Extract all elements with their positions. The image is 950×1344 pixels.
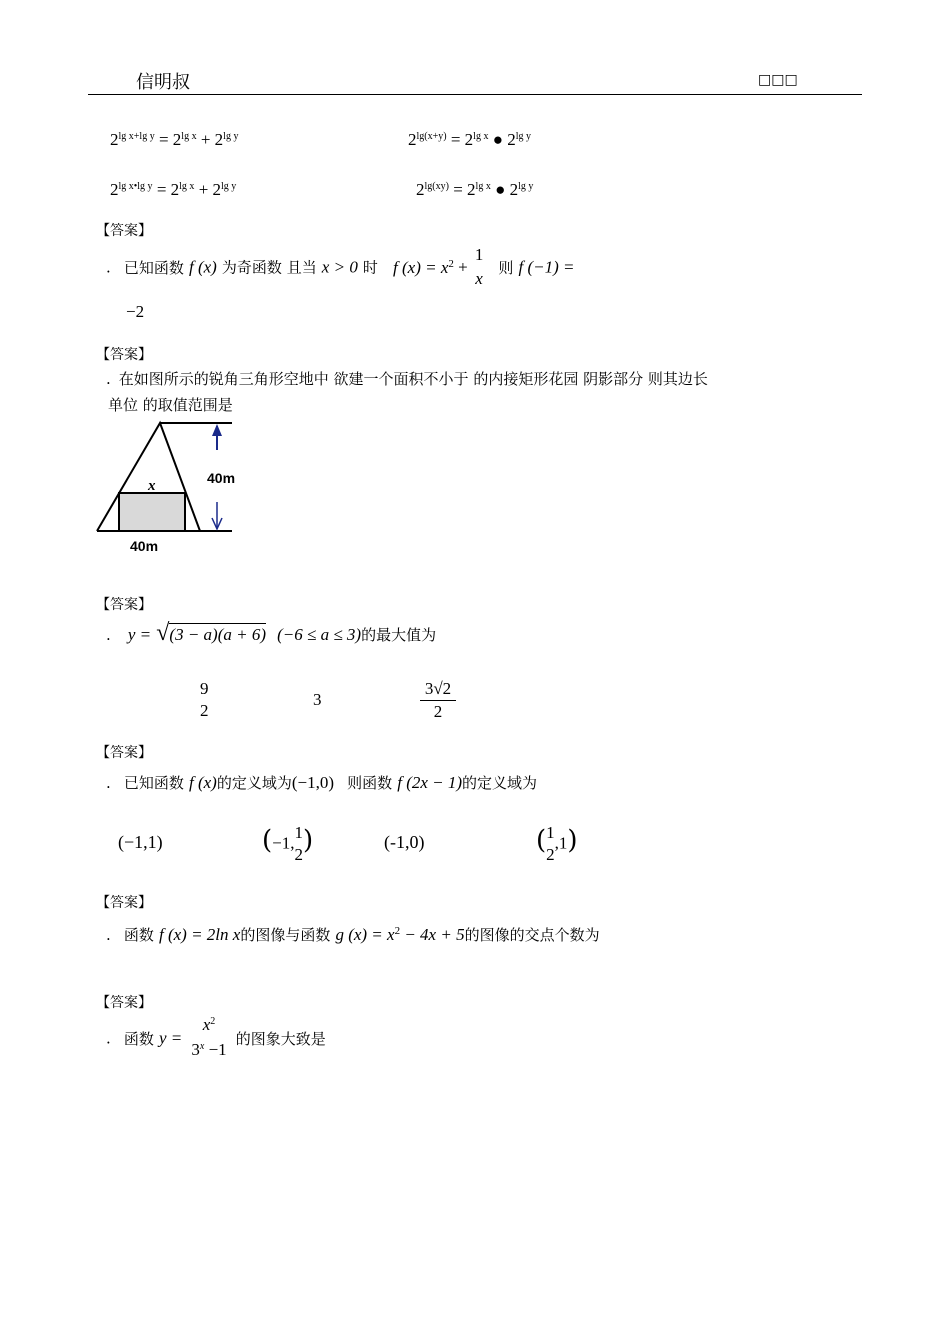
answer-label: 【答案】 xyxy=(96,347,152,363)
arrow-up-head xyxy=(212,424,222,436)
option-b: 3 xyxy=(313,690,322,709)
option-c: (-1,0) xyxy=(384,832,425,852)
log-option-d: $2^{lg(xy)} = 2^{lg x}$ ● $2^{lg y}$ xyxy=(416,180,534,199)
question-triangle-garden: . 在如图所示的锐角三角形空地中 欲建一个面积不小于 的内接矩形花园 阴影部分 则其边长 xyxy=(106,370,708,388)
option-a: (−1,1) xyxy=(118,832,163,852)
figure-x-label: x xyxy=(148,478,156,494)
option-b: (−1, 1 2 ) xyxy=(262,823,314,864)
figure-base-label: 40m xyxy=(130,538,159,554)
option-a: 9 2 xyxy=(200,679,209,720)
header-rule xyxy=(88,94,862,95)
option-d: ( 1 2 ,1) xyxy=(536,823,578,864)
inscribed-rectangle xyxy=(119,493,185,531)
answer-label: 【答案】 xyxy=(96,597,152,613)
answer-label: 【答案】 xyxy=(96,895,152,911)
header-mark: □□□ xyxy=(758,72,798,88)
question-sqrt-max: . y = √(3 − a)(a + 6) (−6 ≤ a ≤ 3)的最大值为 xyxy=(106,620,437,646)
log-option-b: $2^{lg(x+y)} = 2^{lg x}$ ● $2^{lg y}$ xyxy=(408,130,532,149)
answer-label: 【答案】 xyxy=(96,745,152,761)
question-intersections: . 函数 f (x) = 2ln x的图像与函数 g $(x) = x^2 - 4x + 5$的图像的交点个数为 xyxy=(106,925,600,944)
log-option-c: $2^{lg x•lg y} = 2^{lg x} + 2^{lg y}$ xyxy=(110,180,237,199)
question-domain: . 已知函数 f (x)的定义域为(−1,0) 则函数 f (2x − 1)的定义域为 xyxy=(106,773,538,792)
question-triangle-garden-line2: 单位 的取值范围是 xyxy=(108,396,233,414)
triangle-figure xyxy=(90,416,250,566)
question-graph-shape: . 函数 y = $x^2$ $3^x -1$ 的图象大致是 xyxy=(106,1015,326,1059)
option-value: −2 xyxy=(126,302,145,321)
option-c: $\frac{3√2}{2}$ xyxy=(420,678,456,723)
answer-label: 【答案】 xyxy=(96,223,152,239)
figure-height-label: 40m xyxy=(207,470,236,486)
header-author: 信明叔 xyxy=(136,72,190,93)
answer-label: 【答案】 xyxy=(96,995,152,1011)
log-option-a: $2^{lg x+lg y} = 2^{lg x} + 2^{lg y}$ xyxy=(110,130,239,149)
question-odd-function: . 已知函数 f (x) 为奇函数 且当 x > 0 时 f $(x) = x^2$ + 1 x 则 f (−1) = xyxy=(106,245,575,288)
